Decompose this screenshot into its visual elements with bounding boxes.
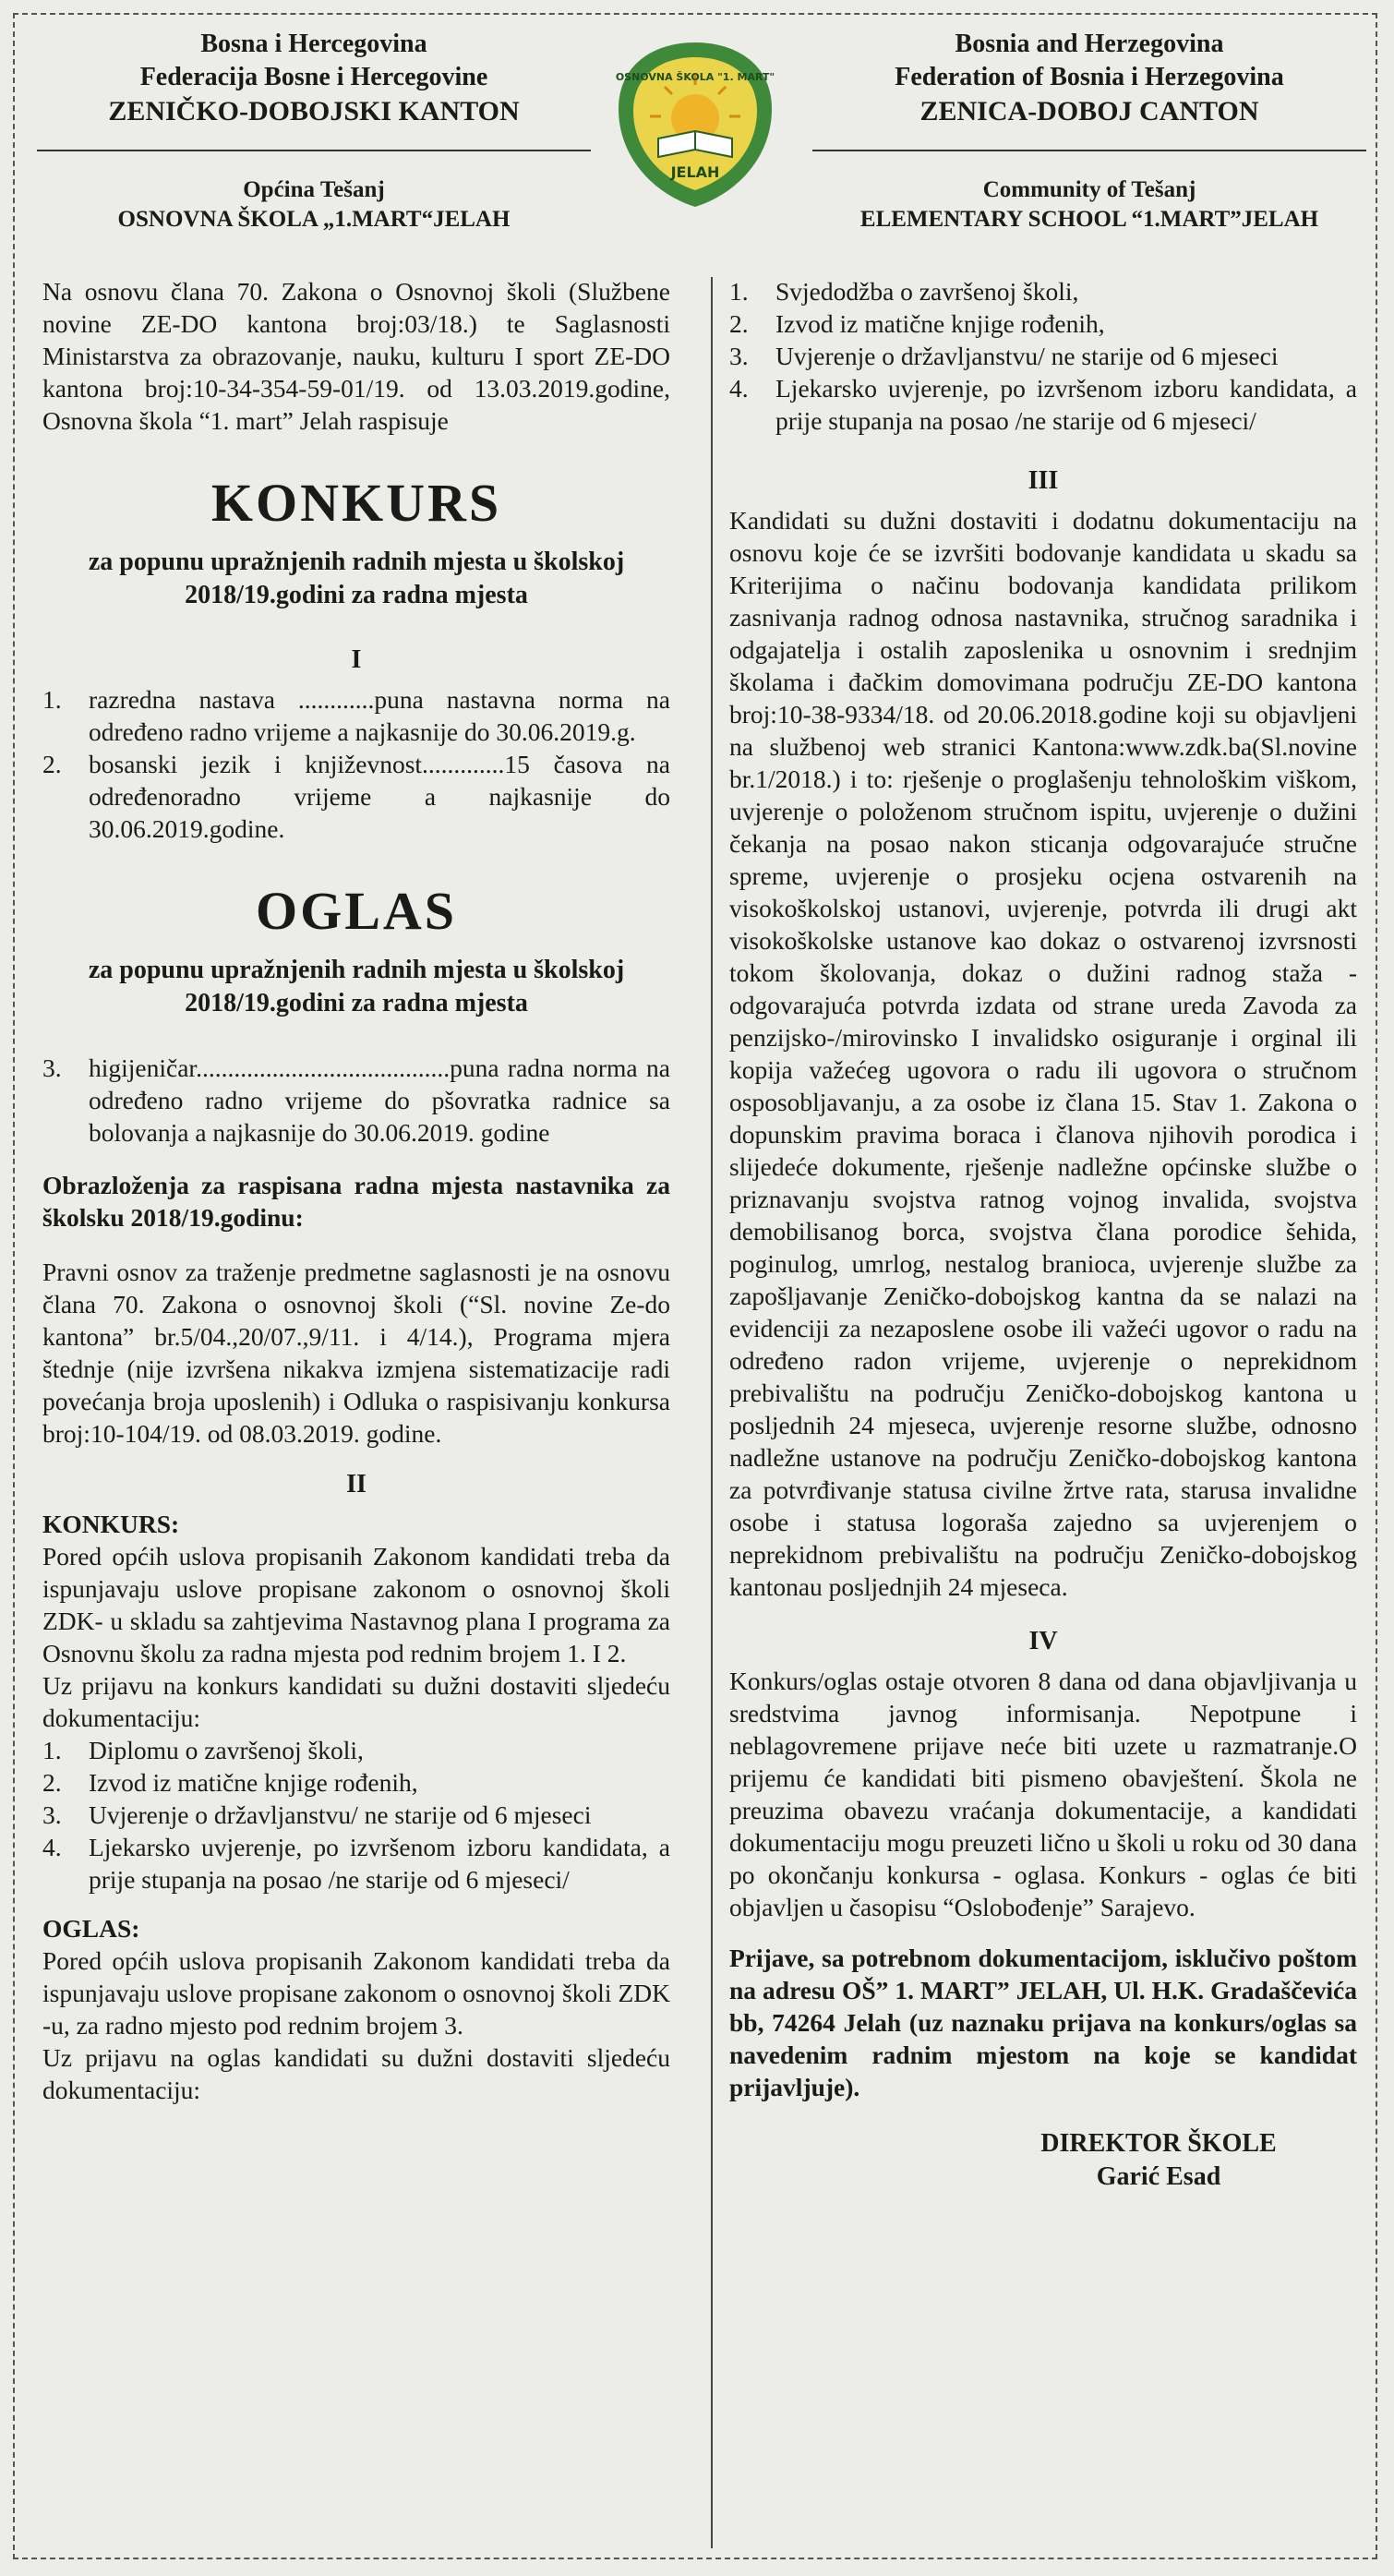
list-item [42,1052,670,1149]
list-item [42,1734,670,1766]
item-text: Diplomu o završenoj školi, [89,1736,364,1764]
signature-title: DIREKTOR ŠKOLE [1040,2129,1277,2158]
school-name: OSNOVNA ŠKOLA „1.MART“JELAH [117,207,511,233]
left-column [42,275,670,2106]
section-iii-paragraph: Kandidati su dužni dostaviti i dodatnu dokumentaciju na osnovu koje će se izvršiti bodovanje kandidata u skadu sa Kriterijima o načinu bodovanja kandidata prilikom zasnivanja radnog odnosa nastavnika, stručnog saradnika i odgajatelja i ostalih zaposlenika u osnovnim i srednjim školama i đačkim domovimana području ZE-DO kantona broj:10-38-9334/18. od 20.06.2018.godine koji su objavljeni na službenoj web stranici Kantona:www.zdk.ba(Sl.novine br.1/2018.) i to: rješenje o proglašenju tehnološkim viškom, uvjerenje o položenom stručnom ispitu, uvjerenje o dužini čekanja na posao nakon sticanja odgovarajuće stručne spreme, uvjerenje o prosjeku ocjena ostvarenih na visokoškolskoj ustanovi, uvjerenje, potvrda ili drugi akt visokoškolske ustanove kao dokaz o ostvarenoj izvrsnosti tokom školovanja, dokaz o dužini radnog staža - odgovarajuća potvrda izdata od strane ureda Zavoda za penzijsko-/mirovinsko I invalidsko osiguranje i orginal ili kopija važećeg ugovora o radu ili ugovora o stručnom osposobljavanju, a za osobe iz člana 15. Stav 1. Zakona o dopunskim pravima boraca i članova njihovih porodica i slijedeće dokumente, rješenje nadležne općinske službe o priznavanju svojstva ratnog vojnog invalida, svojstva demobilisanog borca, svojstva člana porodice šehida, poginulog, umrlog, nestalog branioca, uvjerenje službe za zapošljavanje Zeničko-dobojskog kantna da se nalazi na evidenciji za nezaposlene osobe ili važeći ugovor o radu na određeno radon vrijeme, uvjerenje o neprekidnom prebivalištu na području Zeničko-dobojskog kantona u posljednih 24 mjeseca, uvjerenje resorne službe, odnosno nadležne ustanove na području Zeničko-dobojskog kantona za potvrđivanje statusa civilne žrtve rata, starusa invalidne osobe i statusa logoraša zajedno sa uvjerenjem o neprekidnom prebivalištu na području Zeničko-dobojskog kantonau posljednjih 24 mjeseca. [729,506,1357,1601]
list-item [729,340,1357,372]
section-iv-paragraph: Konkurs/oglas ostaje otvoren 8 dana od dana objavljivanja u sredstvima javnog informisanja. Nepotpune i neblagovremene prijave neće biti uzete u razmatranje.O prijemu će kandidati biti pismeno obavještení. Škola ne preuzima obavezu vraćanja dokumentacije, a kandidati dokumentaciju mogu preuzeti lično u školi u roku od 30 dana po okončanju konkursa - oglasa. Konkurs - oglas će biti objavljen u časopisu “Oslobođenje” Sarajevo. [729,1667,1357,1921]
item-text: bosanski jezik i književnost.............15 časova na određenoradno vrijeme a najkasnije do 30.06.2019.godine. [89,750,670,843]
column-divider [711,277,713,2548]
logo-bottom-text: JELAH [670,163,720,181]
list-item [42,1766,670,1799]
item-text: Svjedodžba o završenoj školi, [775,277,1079,306]
country-name-en: Bosnia and Herzegovina [955,30,1224,58]
item-text: higijeničar........................................puna radna norma na određeno radno vrijeme do pšovratka radnice sa bolovanja a najkasnije do 30.06.2019. godine [89,1053,670,1147]
item-text: Uvjerenje o državljanstvu/ ne starije od 6 mjeseci [89,1800,592,1829]
item-number: 1. [42,1736,62,1764]
item-number: 2. [729,309,749,338]
right-column [729,275,1357,2194]
list-item [729,307,1357,340]
logo-ring-text: OSNOVNA ŠKOLA "1. MART" [615,71,775,83]
item-number: 4. [729,374,749,403]
list-item [42,1799,670,1831]
list-item [42,1831,670,1896]
konkurs-title: KONKURS [210,473,502,533]
konkurs-label: KONKURS: [42,1510,180,1538]
municipality-name-en: Community of Tešanj [982,177,1196,203]
konkurs-conditions: Pored općih uslova propisanih Zakonom kandidati treba da ispunjavaju uslove propisane zakonom o osnovnoj školi ZDK- u skladu sa zahtjevima Nastavnog plana I programa za Osnovnu školu za radna mjesta pod rednim brojem 1. I 2. [42,1542,670,1667]
signature-name: Garić Esad [1096,2162,1221,2191]
item-number: 1. [42,685,62,714]
header-right-rule [812,150,1366,151]
section-i-heading: I [351,645,362,674]
item-number: 2. [42,750,62,778]
canton-name-en: ZENICA-DOBOJ CANTON [919,95,1259,126]
item-number: 3. [42,1800,62,1829]
intro-paragraph: Na osnovu člana 70. Zakona o Osnovnoj školi (Službene novine ZE-DO kantona broj:03/18.) te Saglasnosti Ministarstva za obrazovanje, nauku, kulturu I sport ZE-DO kantona broj:10-34-354-59-01/19. od 13.03.2019.godine, Osnovna škola “1. mart” Jelah raspisuje [42,277,670,435]
item-number: 3. [729,342,749,370]
oglas-label: OGLAS: [42,1914,140,1943]
section-ii-heading: II [346,1470,367,1499]
konkurs-docs-intro: Uz prijavu na konkurs kandidati su dužni dostaviti sljedeću dokumentaciju: [42,1671,670,1732]
header-left [37,28,591,235]
country-name: Bosna i Hercegovina [200,30,427,58]
oglas-conditions: Pored općih uslova propisanih Zakonom kandidati treba da ispunjavaju uslove propisane zakonom o osnovnoj školi ZDK -u, za radno mjesto pod rednim brojem 3. [42,1946,670,2040]
school-name-en: ELEMENTARY SCHOOL “1.MART”JELAH [859,207,1319,233]
signature-block [960,2127,1357,2194]
item-text: Uvjerenje o državljanstvu/ ne starije od 6 mjeseci [775,342,1279,370]
item-number: 1. [729,277,749,306]
item-text: Izvod iz matične knjige rođenih, [775,309,1105,338]
obrazlozenje-paragraph: Pravni osnov za traženje predmetne saglasnosti je na osnovu člana 70. Zakona o osnovnoj školi (“Sl. novine Ze-do kantona” br.5/04.,20/07.,9/11. i 4/14.), Programa mjera štednje (nije izvršena nikakva izmjena sistematizacije radi povećanja broja uposlenih) i Odluka o raspisivanju konkursa broj:10-104/19. od 08.03.2019. godine. [42,1258,670,1448]
konkurs-subtitle: za popunu upražnjenih radnih mjesta u školskoj 2018/19.godini za radna mjesta [88,548,625,609]
header-right [812,28,1366,235]
federation-name: Federacija Bosne i Hercegovine [139,62,488,91]
oglas-title: OGLAS [255,881,458,941]
item-text: Ljekarsko uvjerenje, po izvršenom izboru kandidata, a prije stupanja na posao /ne starije od 6 mjeseci/ [89,1833,670,1894]
item-text: Ljekarsko uvjerenje, po izvršenom izboru kandidata, a prije stupanja na posao /ne starije od 6 mjeseci/ [775,374,1357,435]
list-item [42,683,670,748]
municipality-name: Općina Tešanj [243,177,385,203]
item-text: Izvod iz matične knjige rođenih, [89,1768,418,1797]
obrazlozenje-heading: Obrazloženja za raspisana radna mjesta nastavnika za školsku 2018/19.godinu: [42,1171,670,1232]
item-number: 4. [42,1833,62,1861]
item-number: 2. [42,1768,62,1797]
canton-name: ZENIČKO-DOBOJSKI KANTON [108,95,520,126]
section-iv-heading: IV [1028,1627,1058,1655]
list-item [729,275,1357,307]
closing-paragraph: Prijave, sa potrebnom dokumentacijom, isklučivo poštom na adresu OŠ” 1. MART” JELAH, Ul. H.K. Gradaščevića bb, 74264 Jelah (uz naznaku prijava na konkurs/oglas sa navedenim radnim mjestom na koje se kandidat prijavljuje). [729,1944,1357,2101]
list-item [42,748,670,845]
oglas-docs-intro: Uz prijavu na oglas kandidati su dužni dostaviti sljedeću dokumentaciju: [42,2043,670,2104]
oglas-subtitle: za popunu upražnjenih radnih mjesta u školskoj 2018/19.godini za radna mjesta [88,956,625,1017]
item-text: razredna nastava ............puna nastavna norma na određeno radno vrijeme a najkasnije do 30.06.2019.g. [89,685,670,746]
item-number: 3. [42,1053,62,1082]
section-iii-heading: III [1027,466,1059,495]
school-logo [607,37,783,212]
header-left-rule [37,150,591,151]
list-item [729,372,1357,437]
federation-name-en: Federation of Bosnia i Herzegovina [895,62,1284,91]
